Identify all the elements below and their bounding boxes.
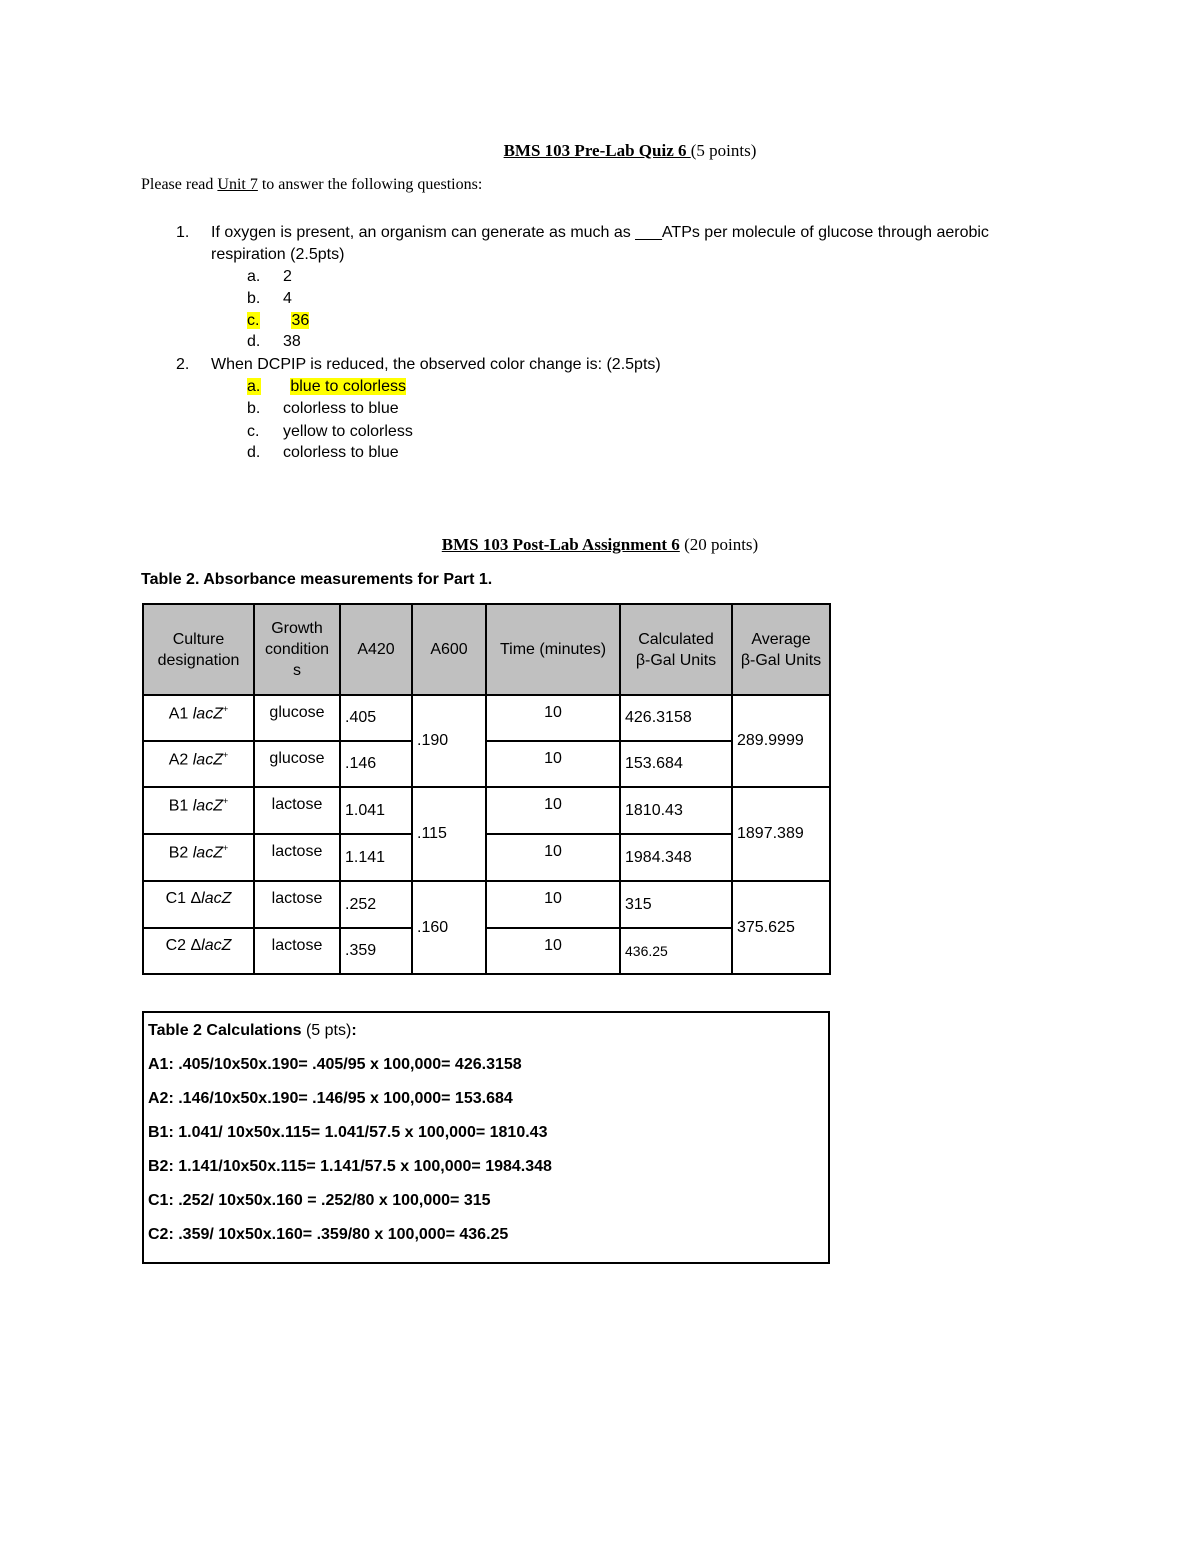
calculation-line: B2: 1.141/10x50x.115= 1.141/57.5 x 100,000= 1984.348 bbox=[148, 1158, 552, 1175]
header-growth-conditions: Growth condition s bbox=[254, 604, 340, 695]
q1-option-b-letter: b. bbox=[247, 290, 261, 307]
calculation-line: A2: .146/10x50x.190= .146/95 x 100,000= 153.684 bbox=[148, 1090, 513, 1107]
a420-cell: 1.141 bbox=[340, 834, 412, 881]
q2-option-d-text: colorless to blue bbox=[283, 444, 399, 461]
table-header-row bbox=[143, 604, 830, 695]
prelab-title-points: (5 points) bbox=[690, 141, 757, 160]
q2-option-a-highlighted bbox=[247, 376, 406, 397]
postlab-title-points: (20 points) bbox=[679, 535, 759, 554]
calculated-cell: 1810.43 bbox=[620, 787, 732, 834]
q2-option-b-letter: b. bbox=[247, 400, 261, 417]
q2-option-a-letter: a. bbox=[247, 378, 261, 395]
unit-reference: Unit 7 bbox=[217, 176, 258, 193]
question-1-text-cont: respiration (2.5pts) bbox=[211, 246, 345, 263]
calculated-cell: 153.684 bbox=[620, 741, 732, 787]
question-1-number: 1. bbox=[176, 224, 190, 241]
average-cell: 375.625 bbox=[732, 881, 830, 974]
calculated-cell: 436.25 bbox=[620, 928, 732, 974]
table-row bbox=[143, 881, 830, 928]
calculation-line: C1: .252/ 10x50x.160 = .252/80 x 100,000= 315 bbox=[148, 1192, 491, 1209]
table-caption: Table 2. Absorbance measurements for Part 1. bbox=[141, 571, 493, 588]
condition-cell: lactose bbox=[254, 787, 340, 834]
condition-cell: glucose bbox=[254, 695, 340, 741]
time-cell: 10 bbox=[486, 741, 620, 787]
average-cell: 1897.389 bbox=[732, 787, 830, 881]
question-1-text: If oxygen is present, an organism can generate as much as ___ATPs per molecule of glucose through aerobic bbox=[211, 224, 989, 241]
q1-option-d-letter: d. bbox=[247, 333, 261, 350]
header-a600: A600 bbox=[412, 604, 486, 695]
postlab-title bbox=[0, 535, 1200, 555]
instructions-prefix: Please read bbox=[141, 176, 218, 193]
a420-cell: .359 bbox=[340, 928, 412, 974]
calculated-cell: 315 bbox=[620, 881, 732, 928]
average-cell: 289.9999 bbox=[732, 695, 830, 787]
absorbance-table bbox=[142, 603, 831, 975]
q1-option-a-letter: a. bbox=[247, 268, 261, 285]
calculations-box bbox=[142, 1011, 830, 1264]
calculated-cell: 426.3158 bbox=[620, 695, 732, 741]
q2-option-a-text: blue to colorless bbox=[290, 378, 406, 395]
q1-option-b-text: 4 bbox=[283, 290, 292, 307]
question-2-text: When DCPIP is reduced, the observed color change is: (2.5pts) bbox=[211, 356, 661, 373]
a420-cell: .405 bbox=[340, 695, 412, 741]
table-row bbox=[143, 695, 830, 741]
calculation-line: A1: .405/10x50x.190= .405/95 x 100,000= 426.3158 bbox=[148, 1056, 522, 1073]
instructions-suffix: to answer the following questions: bbox=[257, 176, 483, 193]
header-a420: A420 bbox=[340, 604, 412, 695]
condition-cell: lactose bbox=[254, 881, 340, 928]
postlab-title-text: BMS 103 Post-Lab Assignment 6 bbox=[441, 535, 680, 554]
calculations-title: Table 2 Calculations (5 pts): bbox=[148, 1022, 357, 1039]
a600-cell: .160 bbox=[412, 881, 486, 974]
a420-cell: .252 bbox=[340, 881, 412, 928]
culture-cell: A1 lacZ+ bbox=[143, 695, 254, 741]
culture-cell: A2 lacZ+ bbox=[143, 741, 254, 787]
culture-cell: C2 ΔlacZ bbox=[143, 928, 254, 974]
culture-cell: B1 lacZ+ bbox=[143, 787, 254, 834]
a420-cell: .146 bbox=[340, 741, 412, 787]
q1-option-c-text: 36 bbox=[291, 312, 310, 329]
prelab-title-text: BMS 103 Pre-Lab Quiz 6 bbox=[503, 141, 691, 160]
time-cell: 10 bbox=[486, 787, 620, 834]
condition-cell: lactose bbox=[254, 834, 340, 881]
q2-option-c-letter: c. bbox=[247, 423, 260, 440]
condition-cell: lactose bbox=[254, 928, 340, 974]
prelab-title bbox=[0, 141, 1200, 161]
header-average: Average β-Gal Units bbox=[732, 604, 830, 695]
table-row bbox=[143, 787, 830, 834]
q1-option-c-letter: c. bbox=[247, 312, 260, 329]
calculation-line: C2: .359/ 10x50x.160= .359/80 x 100,000= 436.25 bbox=[148, 1226, 509, 1243]
prelab-instructions bbox=[141, 176, 482, 194]
header-time: Time (minutes) bbox=[486, 604, 620, 695]
question-2-number: 2. bbox=[176, 356, 190, 373]
calculation-line: B1: 1.041/ 10x50x.115= 1.041/57.5 x 100,000= 1810.43 bbox=[148, 1124, 548, 1141]
q1-option-a-text: 2 bbox=[283, 268, 292, 285]
q2-option-d-letter: d. bbox=[247, 444, 261, 461]
time-cell: 10 bbox=[486, 695, 620, 741]
time-cell: 10 bbox=[486, 834, 620, 881]
culture-cell: B2 lacZ+ bbox=[143, 834, 254, 881]
q2-option-c-text: yellow to colorless bbox=[283, 423, 413, 440]
header-calculated: Calculated β-Gal Units bbox=[620, 604, 732, 695]
a600-cell: .190 bbox=[412, 695, 486, 787]
table-row bbox=[143, 834, 830, 881]
time-cell: 10 bbox=[486, 881, 620, 928]
culture-cell: C1 ΔlacZ bbox=[143, 881, 254, 928]
table-row bbox=[143, 928, 830, 974]
q1-option-d-text: 38 bbox=[283, 333, 301, 350]
condition-cell: glucose bbox=[254, 741, 340, 787]
q1-option-c-highlighted bbox=[247, 310, 309, 331]
a420-cell: 1.041 bbox=[340, 787, 412, 834]
calculated-cell: 1984.348 bbox=[620, 834, 732, 881]
header-culture: Culture designation bbox=[143, 604, 254, 695]
table-row bbox=[143, 741, 830, 787]
a600-cell: .115 bbox=[412, 787, 486, 881]
q2-option-b-text: colorless to blue bbox=[283, 400, 399, 417]
time-cell: 10 bbox=[486, 928, 620, 974]
